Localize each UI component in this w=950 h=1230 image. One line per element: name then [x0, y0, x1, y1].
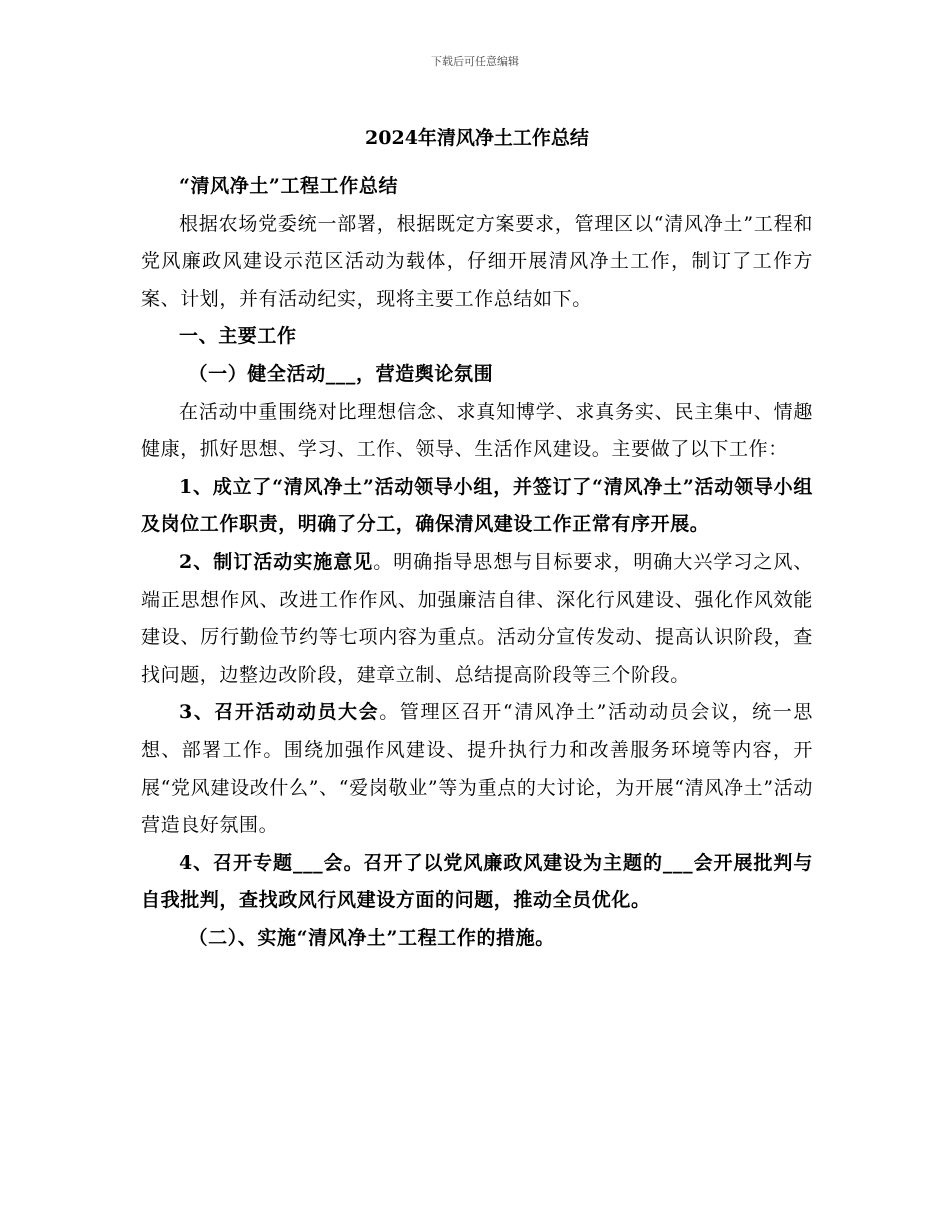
- item-2-body: 。明确指导思想与目标要求，明确大兴学习之风、端正思想作风、改进工作作风、加强廉洁自律、深化行风建设、强化作风效能建设、厉行勤俭节约等七项内容为重点。活动分宣传发动、提高认识阶段，查找问题，边整边改阶段，建章立制、总结提高阶段等三个阶段。: [141, 550, 813, 686]
- section-heading-main-work: 一、主要工作: [179, 325, 297, 348]
- subsection-heading-2: （二）、实施“清风净土”工程工作的措施。: [188, 926, 555, 949]
- item-2-paragraph: [141, 544, 813, 694]
- header-note: 下载后可任意编辑: [431, 55, 519, 68]
- document-title: 2024年清风净土工作总结: [365, 127, 589, 149]
- subtitle: “清风净土”工程工作总结: [179, 175, 399, 197]
- item-3-paragraph: [141, 694, 813, 844]
- document-body: [141, 120, 813, 957]
- item-3-heading: 3、召开活动动员大会: [179, 701, 380, 724]
- subsection-heading-1: （一）健全活动___，营造舆论氛围: [188, 362, 494, 385]
- item-4-paragraph: 4、召开专题___会。召开了以党风廉政风建设为主题的___会开展批判与自我批判，查找政风行风建设方面的问题，推动全员优化。: [141, 851, 813, 912]
- subsection-1-body: 在活动中重围绕对比理想信念、求真知博学、求真务实、民主集中、情趣健康，抓好思想、学习、工作、领导、生活作风建设。主要做了以下工作：: [141, 400, 813, 461]
- intro-paragraph: 根据农场党委统一部署，根据既定方案要求，管理区以“清风净土”工程和党风廉政风建设示范区活动为载体，仔细开展清风净土工作，制订了工作方案、计划，并有活动纪实，现将主要工作总结如下。: [141, 212, 813, 310]
- item-2-heading: 2、制订活动实施意见: [179, 550, 374, 573]
- item-1-paragraph: 1、成立了“清风净土”活动领导小组，并签订了“清风净土”活动领导小组及岗位工作职责，明确了分工，确保清风建设工作正常有序开展。: [141, 475, 813, 536]
- item-3-body: 。管理区召开“清风净土”活动动员会议，统一思想、部署工作。围绕加强作风建设、提升执行力和改善服务环境等内容，开展“党风建设改什么”、“爱岗敬业”等为重点的大讨论，为开展“清风净土”活动营造良好氛围。: [141, 701, 813, 837]
